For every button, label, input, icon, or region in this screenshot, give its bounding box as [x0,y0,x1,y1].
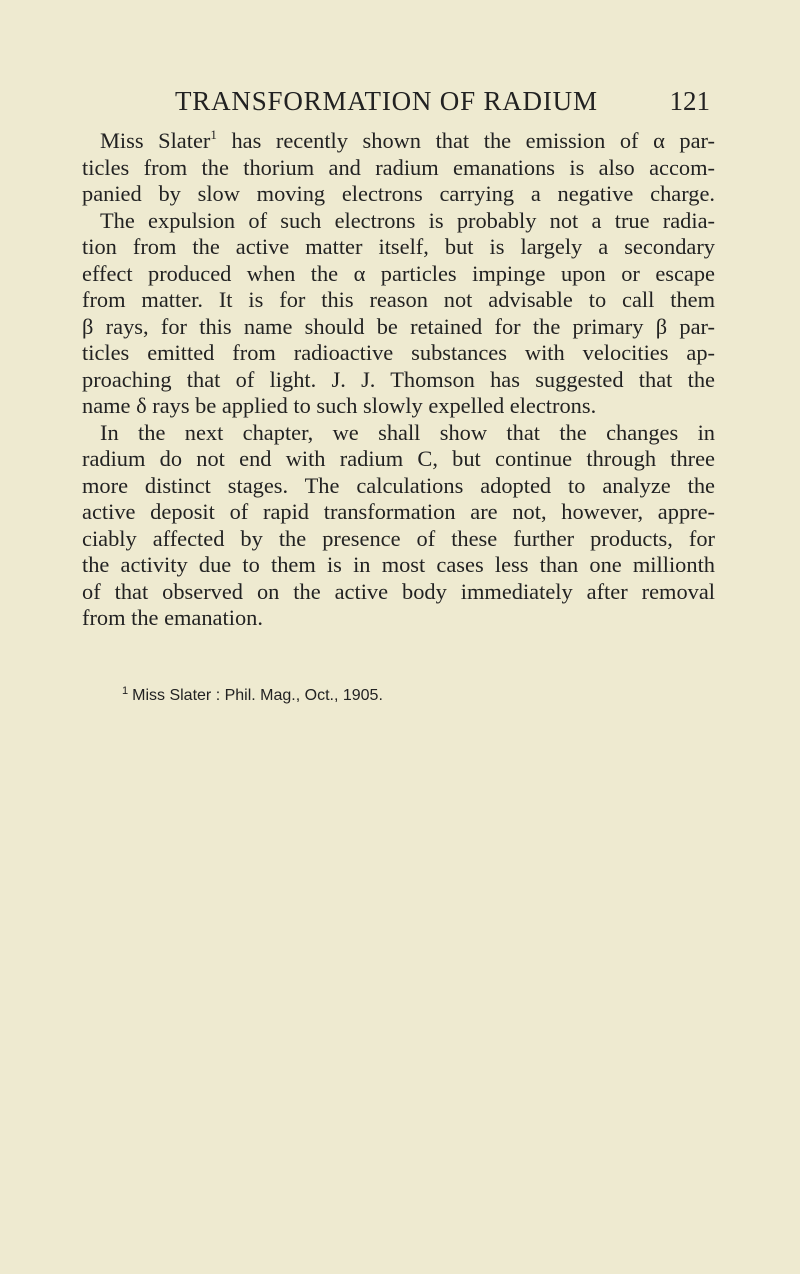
text-line: ticles from the thorium and radium emanations is also accom- [82,154,715,180]
running-head: TRANSFORMATION OF RADIUM [175,86,598,116]
text-line: tion from the active matter itself, but is largely a secondary [82,234,715,259]
page-header [175,86,710,122]
footnote-mark: 1 [122,685,129,697]
text-line: β rays, for this name should be retained for the primary β par- [82,313,715,339]
text-line-segment: has recently shown that the emission of α par- [231,128,715,153]
footnote [122,687,383,705]
text-line: In the next chapter, we shall show that the changes in [100,419,715,445]
text-line: ticles emitted from radioactive substances with velocities ap- [82,340,715,365]
footnote-text: Miss Slater : Phil. Mag., Oct., 1905. [132,687,383,704]
text-line: ciably affected by the presence of these further products, for [82,525,715,551]
text-line: proaching that of light. J. J. Thomson has suggested that the [82,366,715,392]
body-text [82,128,715,632]
text-line: panied by slow moving electrons carrying a negative charge. [82,181,715,206]
text-line: from the emanation. [82,605,263,630]
text-line-segment: Miss Slater [100,128,211,153]
text-line: of that observed on the active body immediately after removal [82,578,715,604]
text-line: name δ rays be applied to such slowly expelled electrons. [82,393,597,418]
text-line: from matter. It is for this reason not advisable to call them [82,287,715,312]
footnote-reference: 1 [210,127,217,142]
text-line: active deposit of rapid transformation are not, however, appre- [82,499,715,524]
text-line: effect produced when the α particles impinge upon or escape [82,260,715,286]
text-line [82,128,715,155]
text-line: The expulsion of such electrons is probably not a true radia- [100,207,715,233]
text-line: radium do not end with radium C, but continue through three [82,446,715,471]
text-line: the activity due to them is in most cases less than one millionth [82,552,715,577]
text-line: more distinct stages. The calculations adopted to analyze the [82,472,715,498]
page-number: 121 [669,86,710,116]
